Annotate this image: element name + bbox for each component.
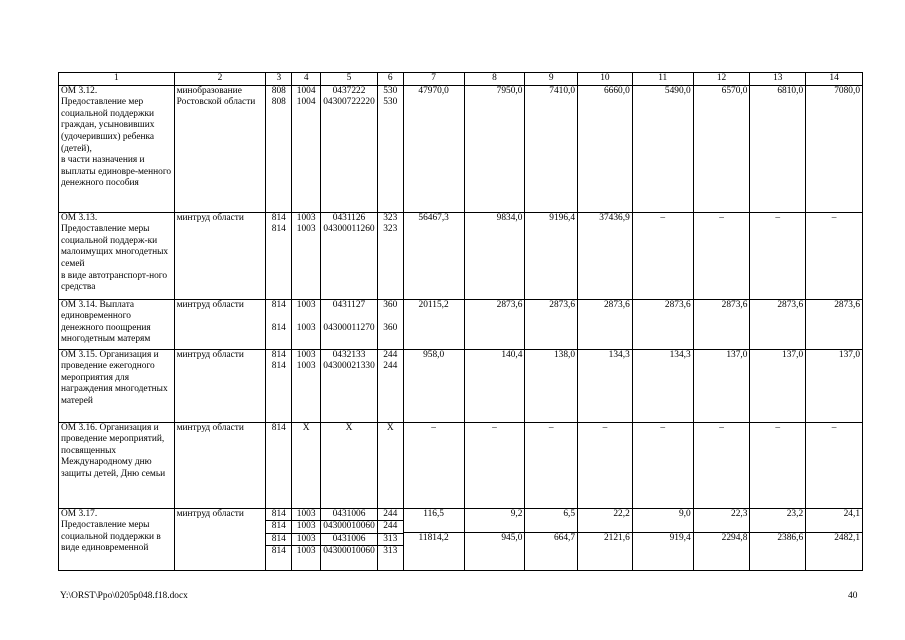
amount: 140,4 <box>501 349 523 360</box>
code-value: 360 <box>383 299 398 310</box>
code-value: 244 <box>383 349 398 360</box>
code-value: 814 <box>266 521 291 534</box>
value-cell <box>403 212 464 299</box>
amount: 116,5 <box>404 509 464 533</box>
amount: 24,1 <box>806 509 862 533</box>
value-cell <box>578 299 633 349</box>
amount: – <box>719 422 724 433</box>
code-cell <box>377 85 403 212</box>
amount: 137,0 <box>726 349 748 360</box>
table-row <box>59 299 863 349</box>
header-cell: 5 <box>321 73 378 86</box>
amount: 2873,6 <box>777 299 804 310</box>
value-cell <box>806 349 863 422</box>
code-value: 1003 <box>296 361 316 372</box>
table-row <box>59 85 863 212</box>
code-cell <box>377 508 403 570</box>
code-value: 0431127 <box>332 299 366 310</box>
value-cell <box>403 85 464 212</box>
code-cell <box>377 299 403 349</box>
code-cell <box>266 422 292 508</box>
header-cell: 9 <box>525 73 578 86</box>
value-cell <box>750 85 806 212</box>
value-cell <box>632 422 693 508</box>
header-cell: 10 <box>578 73 633 86</box>
executor-org: минтруд области <box>174 299 266 349</box>
amount: 23,2 <box>750 509 805 533</box>
code-value: 814 <box>271 323 286 334</box>
value-cell <box>525 422 578 508</box>
code-value: 1003 <box>292 521 320 534</box>
code-cell <box>377 422 403 508</box>
value-cell <box>750 508 806 570</box>
code-cell <box>266 508 292 570</box>
amount: – <box>831 212 837 223</box>
code-value: 244 <box>383 361 398 372</box>
amount: 6810,0 <box>777 85 804 96</box>
amount: – <box>660 422 666 433</box>
amount: – <box>831 422 837 433</box>
code-cell <box>292 508 321 570</box>
amount: – <box>492 422 497 433</box>
code-value: 808 <box>271 85 286 96</box>
page-number: 40 <box>848 591 858 601</box>
executor-org: минтруд области <box>174 349 266 422</box>
value-cell <box>578 85 633 212</box>
code-cell <box>321 349 378 422</box>
code-value: 1003 <box>296 299 316 310</box>
value-cell <box>578 212 633 299</box>
table-row <box>59 349 863 422</box>
value-cell <box>632 299 693 349</box>
amount: 919,4 <box>669 532 691 543</box>
code-cell <box>292 85 321 212</box>
value-cell <box>525 85 578 212</box>
amount: – <box>775 212 781 223</box>
table-row <box>59 212 863 299</box>
value-cell <box>403 508 464 570</box>
amount: 11814,2 <box>418 532 449 543</box>
amount: 2873,6 <box>603 299 630 310</box>
amount: 9196,4 <box>549 212 576 223</box>
code-value: 1003 <box>296 546 316 557</box>
value-cell <box>464 85 525 212</box>
amount: – <box>602 422 608 433</box>
header-cell: 7 <box>403 73 464 86</box>
value-cell <box>525 508 578 570</box>
header-cell: 3 <box>266 73 292 86</box>
code-value: 0431126 <box>332 212 366 223</box>
header-cell: 6 <box>377 73 403 86</box>
code-value: 244 <box>378 509 403 522</box>
code-value: 814 <box>271 546 286 557</box>
header-cell: 11 <box>632 73 693 86</box>
amount: 22,3 <box>694 509 750 533</box>
header-cell: 13 <box>750 73 806 86</box>
code-value: 04300011270 <box>323 323 375 334</box>
code-value: 808 <box>271 97 286 108</box>
amount: 56467,3 <box>418 212 449 223</box>
value-cell <box>693 212 750 299</box>
amount: 137,0 <box>838 349 860 360</box>
file-path: Y:\ORST\Ppo\0205p048.f18.docx <box>60 591 188 601</box>
header-cell: 2 <box>174 73 266 86</box>
amount: – <box>660 212 666 223</box>
amount: 134,3 <box>608 349 630 360</box>
code-value: 1003 <box>296 212 316 223</box>
value-cell <box>578 349 633 422</box>
amount: 9,0 <box>633 509 693 533</box>
amount: 2873,6 <box>549 299 576 310</box>
amount: 47970,0 <box>418 85 449 96</box>
amount: 7080,0 <box>834 85 860 96</box>
amount: 2482,1 <box>834 532 860 543</box>
amount: 9834,0 <box>496 212 523 223</box>
value-cell <box>578 422 633 508</box>
value-cell <box>464 508 525 570</box>
value-cell <box>525 212 578 299</box>
amount: 6570,0 <box>721 85 748 96</box>
value-cell <box>632 349 693 422</box>
amount: 2873,6 <box>664 299 691 310</box>
header-cell: 12 <box>693 73 750 86</box>
code-value: 360 <box>383 323 398 334</box>
amount: – <box>775 422 781 433</box>
executor-org: минтруд области <box>174 212 266 299</box>
code-value: 814 <box>271 212 286 223</box>
amount: 2873,6 <box>834 299 860 310</box>
code-value: 1003 <box>296 323 316 334</box>
code-value: 0431006 <box>321 534 377 547</box>
code-value: 814 <box>271 361 286 372</box>
value-cell <box>750 299 806 349</box>
code-value: 323 <box>383 224 398 235</box>
code-value: 814 <box>271 422 286 433</box>
code-cell <box>266 299 292 349</box>
code-cell <box>377 212 403 299</box>
code-value: 814 <box>271 349 286 360</box>
value-cell <box>525 349 578 422</box>
amount: 2294,8 <box>721 532 748 543</box>
code-cell <box>321 212 378 299</box>
value-cell <box>806 212 863 299</box>
amount: 20115,2 <box>418 299 449 310</box>
amount: 9,2 <box>465 509 525 533</box>
header-cell: 8 <box>464 73 525 86</box>
code-value: 814 <box>271 224 286 235</box>
code-value: 530 <box>383 97 398 108</box>
value-cell <box>464 212 525 299</box>
code-value: 0432133 <box>332 349 366 360</box>
code-value: 04300722220 <box>323 97 375 108</box>
header-row <box>59 73 863 86</box>
value-cell <box>578 508 633 570</box>
amount: 5490,0 <box>664 85 691 96</box>
code-value: 530 <box>383 85 398 96</box>
amount: 7410,0 <box>549 85 576 96</box>
amount: 7950,0 <box>496 85 523 96</box>
code-cell <box>321 299 378 349</box>
value-cell <box>806 85 863 212</box>
value-cell <box>693 422 750 508</box>
amount: – <box>431 422 436 433</box>
measure-name: ОМ 3.13. Предоставление меры социальной поддерж-ки малоимущих многодетных семей в виде автотранспорт-ного средства <box>59 212 175 299</box>
budget-table <box>58 72 863 571</box>
code-value: 323 <box>383 212 398 223</box>
amount: 664,7 <box>553 532 576 543</box>
value-cell <box>806 299 863 349</box>
amount: 138,0 <box>553 349 576 360</box>
value-cell <box>693 85 750 212</box>
amount: 134,3 <box>669 349 691 360</box>
executor-org: минтруд области <box>174 508 266 570</box>
code-cell <box>321 85 378 212</box>
value-cell <box>693 299 750 349</box>
amount: 22,2 <box>578 509 632 533</box>
value-cell <box>750 349 806 422</box>
code-value: 04300011260 <box>323 224 375 235</box>
code-cell <box>266 349 292 422</box>
code-value: X <box>386 422 394 433</box>
code-cell <box>292 422 321 508</box>
measure-name: ОМ 3.14. Выплата единовременного денежного поощрения многодетным матерям <box>59 299 175 349</box>
code-value: 04300010060 <box>323 546 375 557</box>
value-cell <box>632 508 693 570</box>
measure-name: ОМ 3.15. Организация и проведение ежегодного мероприятия для награждения многодетных матерей <box>59 349 175 422</box>
code-value: 04300010060 <box>321 521 377 534</box>
amount: 2873,6 <box>496 299 523 310</box>
value-cell <box>806 422 863 508</box>
amount: 2873,6 <box>721 299 748 310</box>
code-cell <box>377 349 403 422</box>
value-cell <box>403 422 464 508</box>
amount: 2121,6 <box>603 532 630 543</box>
code-value: 814 <box>271 299 286 310</box>
amount: 945,0 <box>501 532 523 543</box>
measure-name: ОМ 3.16. Организация и проведение мероприятий, посвященных Международному дню защиты детей, Дню семьи <box>59 422 175 508</box>
code-value: 1003 <box>292 509 320 522</box>
header-cell: 14 <box>806 73 863 86</box>
code-value: 244 <box>378 521 403 534</box>
code-cell <box>321 508 378 570</box>
value-cell <box>525 299 578 349</box>
amount: 6,5 <box>525 509 577 533</box>
code-value: X <box>345 422 353 433</box>
code-value: 0431006 <box>321 509 377 522</box>
code-value: 1003 <box>296 224 316 235</box>
code-cell <box>266 212 292 299</box>
value-cell <box>693 349 750 422</box>
table-row <box>59 422 863 508</box>
code-value: 1003 <box>292 534 320 547</box>
value-cell <box>693 508 750 570</box>
measure-name: ОМ 3.12. Предоставление мер социальной поддержки граждан, усыновивших (удочеривших) ребенка (детей), в части назначения и выплаты единовре-менного денежного пособия <box>59 85 175 212</box>
amount: 2386,6 <box>777 532 804 543</box>
code-cell <box>321 422 378 508</box>
value-cell <box>403 349 464 422</box>
executor-org: минобразование Ростовской области <box>174 85 266 212</box>
code-value: 814 <box>266 534 291 547</box>
code-cell <box>266 85 292 212</box>
value-cell <box>632 85 693 212</box>
measure-name: ОМ 3.17. Предоставление меры социальной поддержки в виде единовременной <box>59 508 175 570</box>
code-cell <box>292 349 321 422</box>
code-value: 313 <box>383 546 398 557</box>
code-value: 0437222 <box>332 85 366 96</box>
code-value: X <box>302 422 310 433</box>
header-cell: 1 <box>59 73 175 86</box>
value-cell <box>464 422 525 508</box>
value-cell <box>464 299 525 349</box>
value-cell <box>750 212 806 299</box>
code-value: 814 <box>266 509 291 522</box>
value-cell <box>403 299 464 349</box>
code-cell <box>292 212 321 299</box>
value-cell <box>806 508 863 570</box>
code-value: 1004 <box>296 97 316 108</box>
amount: 37436,9 <box>599 212 630 223</box>
value-cell <box>750 422 806 508</box>
amount: 958,0 <box>423 349 445 360</box>
executor-org: минтруд области <box>174 422 266 508</box>
header-cell: 4 <box>292 73 321 86</box>
code-value: 313 <box>378 534 403 547</box>
code-cell <box>292 299 321 349</box>
amount: 137,0 <box>782 349 804 360</box>
amount: – <box>548 422 554 433</box>
value-cell <box>464 349 525 422</box>
amount: – <box>719 212 724 223</box>
table-row <box>59 508 863 570</box>
code-value: 1003 <box>296 349 316 360</box>
code-value: 04300021330 <box>323 361 375 372</box>
code-value: 1004 <box>296 85 316 96</box>
amount: 6660,0 <box>603 85 630 96</box>
value-cell <box>632 212 693 299</box>
